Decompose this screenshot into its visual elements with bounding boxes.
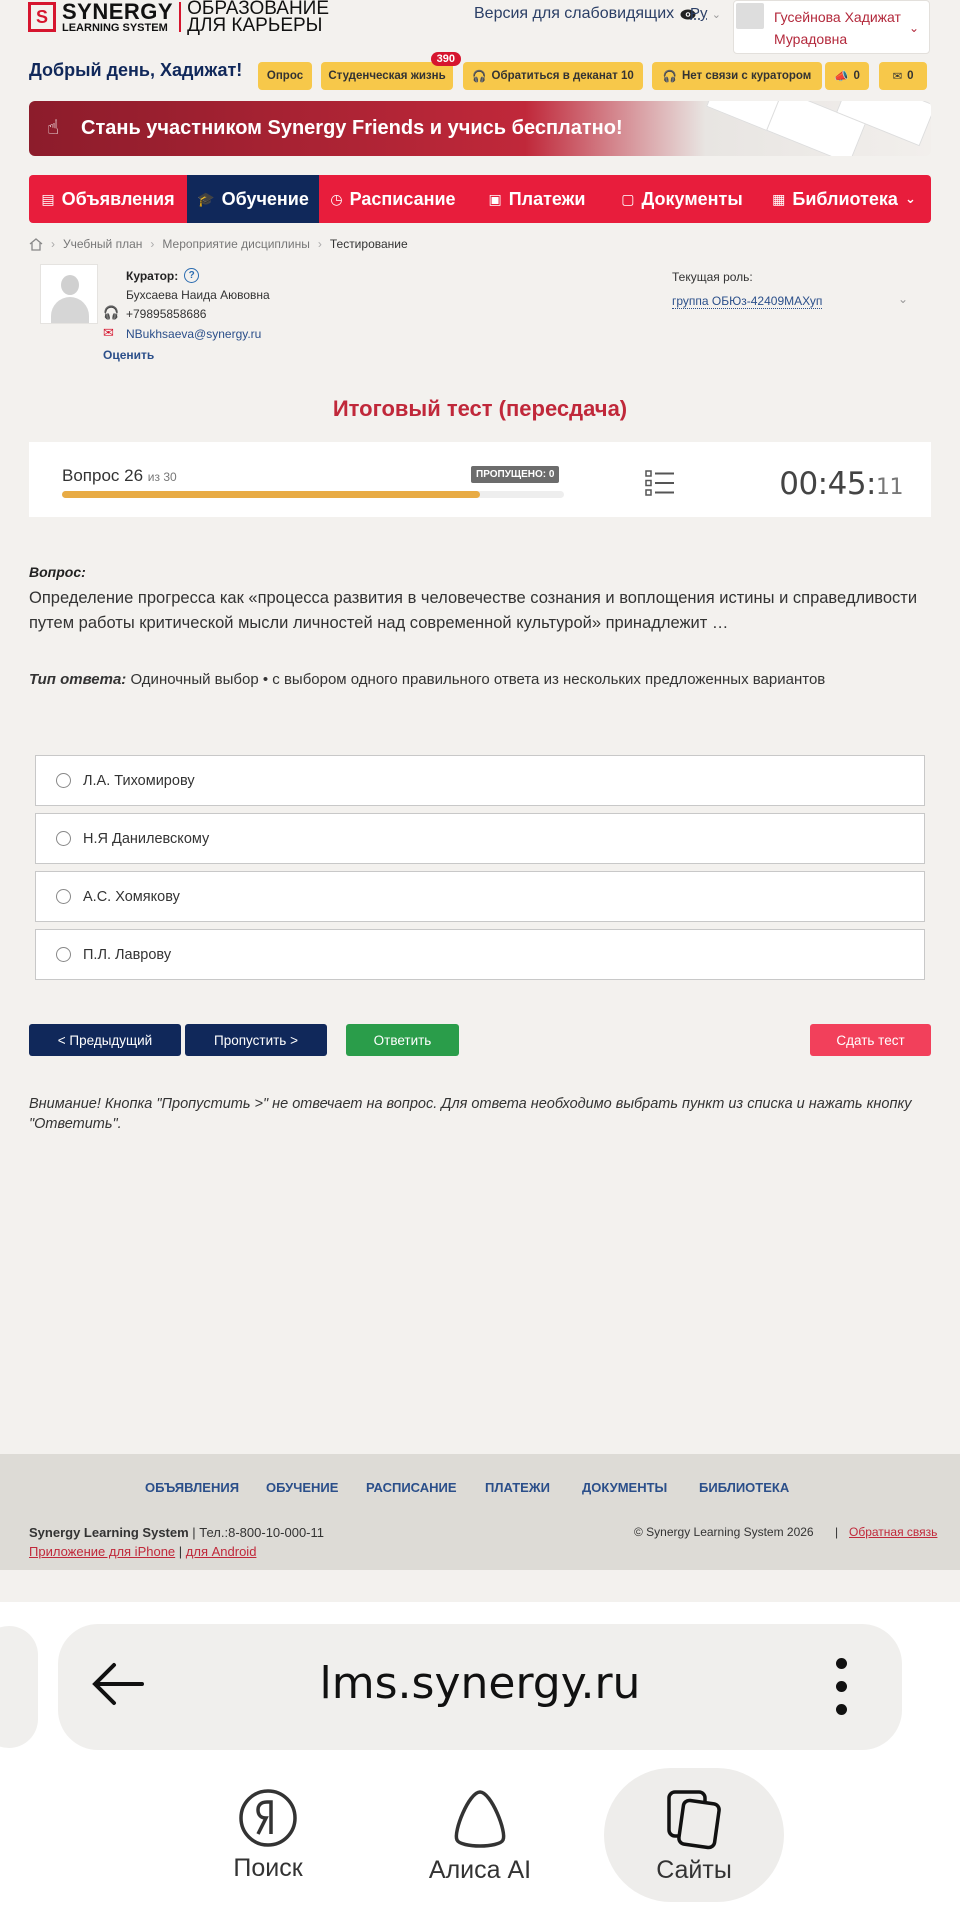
chip-count: 0 [907, 70, 914, 82]
copyright [634, 1525, 838, 1539]
chip-count: 0 [853, 70, 860, 82]
chevron-right-icon: › [51, 237, 55, 251]
copyright-text: © Synergy Learning System 2026 [634, 1525, 814, 1539]
nav-schedule[interactable] [319, 175, 467, 223]
footer-divider: | [192, 1525, 200, 1540]
nav-label: Объявления [61, 188, 175, 209]
curator-avatar [40, 264, 98, 324]
chip-announcements[interactable] [825, 62, 869, 90]
warning-note: Внимание! Кнопка "Пропустить >" не отвечает на вопрос. Для ответа необходимо выбрать пункт из списка и нажать кнопку "Ответить". [29, 1096, 912, 1132]
role-select[interactable]: группа ОБЮз-42409МАХуп [672, 294, 823, 308]
option-text: Л.А. Тихомирову [83, 772, 195, 789]
option-text: П.Л. Лаврову [83, 946, 172, 963]
synergy-logo-icon: S [28, 2, 56, 32]
progress-bar [62, 491, 564, 498]
browser-tab-search[interactable] [178, 1768, 358, 1902]
graduation-cap-icon: 🎓 [197, 190, 215, 207]
answer-option[interactable] [35, 929, 925, 980]
slogan-line2: ДЛЯ КАРЬЕРЫ [187, 15, 323, 36]
option-text: А.С. Хомякову [83, 888, 180, 905]
footer-link-payments[interactable]: ПЛАТЕЖИ [485, 1480, 550, 1495]
address-bar[interactable] [58, 1624, 902, 1750]
chevron-down-icon: ⌄ [711, 9, 721, 21]
feedback-link[interactable]: Обратная связь [849, 1525, 938, 1539]
clock-icon: ◷ [330, 190, 343, 207]
logo-slogan [187, 0, 329, 34]
home-icon[interactable] [29, 238, 43, 251]
previous-button[interactable]: < Предыдущий [29, 1024, 181, 1056]
answer-option[interactable] [35, 813, 925, 864]
footer-divider: | [178, 1544, 186, 1559]
pointer-hand-icon: ☝ [47, 117, 60, 139]
curator-name: Бухсаева Наида Аювовна [126, 288, 270, 302]
iphone-app-link[interactable]: Приложение для iPhone [29, 1544, 176, 1559]
chevron-down-icon: ⌄ [908, 21, 919, 35]
curator-label-text: Куратор: [126, 268, 179, 283]
nav-label: Платежи [508, 188, 586, 209]
browser-tab-sites[interactable] [604, 1768, 784, 1902]
curator-label [126, 268, 199, 283]
answer-type-label: Тип ответа: [29, 671, 127, 688]
chevron-right-icon: › [150, 237, 155, 251]
envelope-icon: ✉ [103, 325, 114, 340]
accessibility-link[interactable] [474, 5, 696, 23]
timer-seconds: 11 [876, 475, 903, 500]
chip-no-curator[interactable] [652, 62, 822, 90]
browser-tab-alice[interactable] [390, 1768, 570, 1902]
answer-type-value: Одиночный выбор • с выбором одного правильного ответа из нескольких предложенных вариантов [130, 671, 826, 688]
tabs-icon [663, 1788, 725, 1850]
question-counter [62, 466, 177, 486]
skip-button[interactable]: Пропустить > [185, 1024, 327, 1056]
chip-student-life[interactable] [321, 53, 455, 90]
footer-link-library[interactable]: БИБЛИОТЕКА [699, 1480, 790, 1495]
browser-tab-label: Сайты [656, 1856, 732, 1884]
user-menu[interactable] [733, 0, 930, 54]
promo-banner[interactable] [29, 101, 931, 156]
megaphone-icon: 📣 [834, 71, 849, 83]
logo-divider [179, 2, 181, 32]
nav-label: Обучение [221, 188, 309, 209]
footer-phone: Тел.:8-800-10-000-11 [199, 1525, 324, 1540]
nav-documents[interactable] [607, 175, 757, 223]
nav-learning[interactable] [187, 175, 319, 223]
document-icon: ▢ [621, 190, 635, 207]
list-icon: ▤ [41, 190, 55, 207]
main-nav [29, 175, 931, 223]
curator-phone[interactable]: +79895858686 [126, 307, 207, 321]
role-label: Текущая роль: [672, 270, 753, 284]
logo-line1: SYNERGY [62, 0, 174, 24]
page-title: Итоговый тест (пересдача) [332, 396, 628, 421]
nav-label: Документы [641, 188, 743, 209]
progress-fill [62, 491, 480, 498]
more-menu-icon[interactable] [836, 1658, 850, 1716]
footer-divider: | [834, 1525, 839, 1539]
option-text: Н.Я Данилевскому [83, 830, 210, 847]
android-app-link[interactable]: для Android [185, 1544, 257, 1559]
logo-line2: LEARNING SYSTEM [62, 21, 168, 34]
answer-option[interactable] [35, 755, 925, 806]
nav-label: Библиотека [792, 188, 898, 209]
breadcrumb-item[interactable]: Учебный план [63, 237, 143, 251]
timer-main: 00:45: [779, 466, 876, 502]
browser-tab-label: Алиса AI [428, 1856, 532, 1884]
chip-label: Нет связи с куратором [682, 70, 812, 82]
answer-button[interactable]: Ответить [346, 1024, 459, 1056]
top-bar [0, 0, 960, 55]
submit-test-button[interactable]: Сдать тест [810, 1024, 931, 1056]
headset-icon: 🎧 [472, 71, 487, 83]
nav-label: Расписание [349, 188, 456, 209]
banner-decoration [701, 101, 931, 156]
countdown-timer [779, 466, 903, 502]
footer-link-announcements[interactable]: ОБЪЯВЛЕНИЯ [145, 1480, 240, 1495]
banner-text: Стань участником Synergy Friends и учись бесплатно! [81, 117, 623, 139]
headset-icon: 🎧 [103, 305, 120, 320]
chip-contact-dean[interactable] [463, 62, 643, 90]
radio-button[interactable] [56, 773, 71, 788]
radio-button[interactable] [56, 889, 71, 904]
question-status-panel [29, 442, 931, 517]
notification-badge: 390 [431, 52, 461, 66]
skipped-badge: ПРОПУЩЕНО: 0 [471, 466, 559, 483]
question-label: Вопрос: [29, 564, 86, 580]
slogan-line1: ОБРАЗОВАНИЕ [187, 0, 330, 19]
headset-icon: 🎧 [662, 71, 677, 83]
footer-link-learning[interactable]: ОБУЧЕНИЕ [266, 1480, 339, 1495]
greeting: Добрый день, Хадижат! [29, 60, 243, 80]
money-icon: ▣ [488, 190, 502, 207]
help-icon[interactable]: ? [184, 268, 199, 283]
url-text: lms.synergy.ru [319, 1658, 641, 1709]
chevron-down-icon: ⌄ [904, 191, 916, 206]
chip-label: Опрос [266, 70, 304, 82]
yandex-search-icon [238, 1788, 298, 1848]
nav-library[interactable] [757, 175, 931, 223]
user-name: Гусейнова Хадижат Мурадовна [774, 9, 901, 47]
question-text: Определение прогресса как «процесса развития в человечестве сознания и воплощения истины и справедливости путем работы критической мысли личностей над современной культурой» принадлежит … [29, 589, 918, 632]
envelope-icon: ✉ [892, 71, 903, 83]
footer-brand-name: Synergy Learning System [29, 1525, 189, 1540]
chip-survey[interactable] [258, 62, 312, 90]
avatar [736, 3, 764, 29]
question-number: Вопрос 26 [62, 466, 144, 485]
browser-tab-label: Поиск [233, 1854, 303, 1882]
rate-curator-link[interactable]: Оценить [103, 348, 155, 362]
curator-email[interactable]: NBukhsaeva@synergy.ru [126, 327, 262, 341]
footer-link-documents[interactable]: ДОКУМЕНТЫ [582, 1480, 668, 1495]
radio-button[interactable] [56, 947, 71, 962]
nav-announcements[interactable] [29, 175, 187, 223]
accessibility-label: Версия для слабовидящих [474, 5, 675, 22]
chip-label: Обратиться в деканат 10 [491, 70, 634, 82]
footer-apps [29, 1544, 256, 1559]
chip-messages[interactable] [879, 62, 927, 90]
logo-text [62, 1, 173, 34]
answer-option[interactable] [35, 871, 925, 922]
breadcrumb [29, 237, 408, 251]
footer [0, 1454, 960, 1570]
footer-link-schedule[interactable]: РАСПИСАНИЕ [366, 1480, 457, 1495]
answer-type [29, 671, 825, 688]
breadcrumb-current: Тестирование [329, 237, 408, 251]
question-total: из 30 [147, 470, 177, 484]
language-select[interactable] [690, 5, 721, 22]
footer-brand [29, 1525, 324, 1540]
nav-payments[interactable] [467, 175, 607, 223]
chip-label: Студенческая жизнь [328, 70, 446, 82]
question-list-icon[interactable] [645, 469, 675, 497]
breadcrumb-item[interactable]: Мероприятие дисциплины [162, 237, 310, 251]
browser-toolbar [0, 1602, 960, 1920]
radio-button[interactable] [56, 831, 71, 846]
previous-tab[interactable] [0, 1626, 38, 1748]
language-value: Ру [690, 5, 708, 22]
book-icon: ▦ [772, 190, 786, 207]
alice-icon [449, 1788, 511, 1850]
synergy-logo[interactable] [28, 0, 329, 34]
chevron-right-icon: › [317, 237, 322, 251]
chevron-down-icon[interactable]: ⌄ [898, 292, 909, 306]
